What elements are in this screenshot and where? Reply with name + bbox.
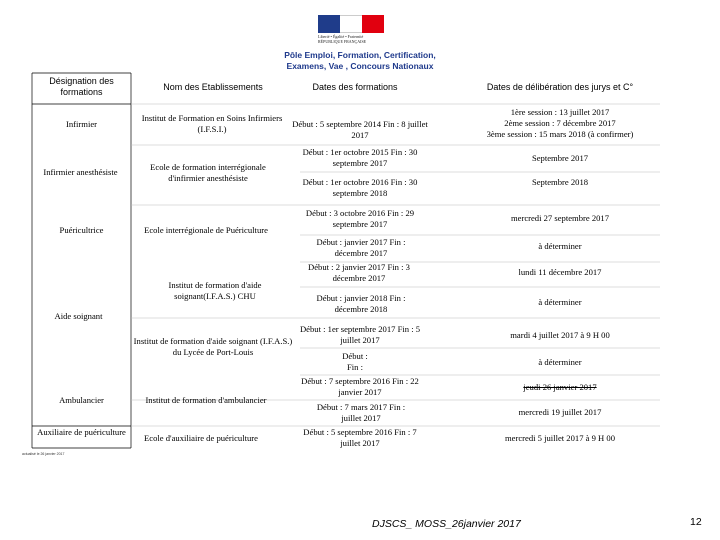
dates-row: Début : 2 janvier 2017 Fin : 3 décembre 2017: [308, 262, 410, 283]
dates-row: Début :: [342, 351, 368, 361]
jury-date: Septembre 2018: [531, 177, 589, 187]
dates-row: Début : 1er octobre 2015 Fin : 30 septembre 2017: [302, 147, 418, 168]
department-title-line2: Examens, Vae , Concours Nationaux: [286, 61, 434, 71]
dates-row: Début : 3 octobre 2016 Fin : 29 septembre 2017: [305, 208, 415, 229]
formation-infirmier: Infirmier: [65, 119, 98, 129]
column-header-formations: Désignation des formations: [49, 76, 114, 97]
dates-row: Début : 7 septembre 2016 Fin : 22 janvier 2017: [301, 376, 419, 397]
jury-date: à déterminer: [538, 241, 582, 251]
jury-date: à déterminer: [538, 297, 582, 307]
etablissement-ifas-lycee: Institut de formation d'aide soignant (I.F.A.S.) du Lycée de Port-Louis: [133, 336, 293, 357]
etablissement-puericulture: Ecole interrégionale de Puériculture: [144, 225, 268, 235]
page-number: 12: [690, 516, 702, 528]
dates-row: Début : 7 mars 2017 Fin : juillet 2017: [316, 402, 406, 423]
footer-reference: DJSCS_ MOSS_26janvier 2017: [372, 518, 521, 530]
jury-date: mercredi 5 juillet 2017 à 9 H 00: [504, 433, 616, 443]
jury-date: à déterminer: [538, 357, 582, 367]
dates-row: Début : 1er septembre 2017 Fin : 5 juillet 2017: [299, 324, 421, 345]
dates-row: Début : 1er octobre 2016 Fin : 30 septembre 2018: [302, 177, 418, 198]
jury-date: 2ème session : 7 décembre 2017: [504, 118, 616, 128]
formation-puericultrice: Puéricultrice: [59, 225, 104, 235]
formation-auxiliaire-puericulture: Auxiliaire de puériculture: [37, 427, 126, 437]
jury-date-cancelled: jeudi 26 janvier 2017: [523, 382, 597, 392]
dates-row: Début : janvier 2017 Fin : décembre 2017: [316, 237, 406, 258]
etablissement-ambulancier: Institut de formation d'ambulancier: [145, 395, 267, 405]
jury-date: mercredi 27 septembre 2017: [510, 213, 610, 223]
jury-date: Septembre 2017: [531, 153, 589, 163]
column-header-etablissements: Nom des Etablissements: [163, 82, 263, 92]
etablissement-auxiliaire: Ecole d'auxiliaire de puériculture: [144, 433, 258, 443]
update-note: actualisé le 26 janvier 2017: [22, 452, 65, 456]
formation-aide-soignant: Aide soignant: [54, 311, 103, 321]
republic-motto: Liberté • Égalité • Fraternité RÉPUBLIQUE FRANÇAISE: [318, 34, 367, 44]
dates-row: Début : 5 septembre 2014 Fin : 8 juillet 2017: [292, 119, 428, 140]
formation-infirmier-anesthesiste: Infirmier anesthésiste: [43, 167, 118, 177]
jury-date: mardi 4 juillet 2017 à 9 H 00: [510, 330, 610, 340]
republique-francaise-logo: [318, 15, 384, 33]
column-header-dates-formations: Dates des formations: [312, 82, 398, 92]
dates-row: Début : 5 septembre 2016 Fin : 7 juillet 2017: [303, 427, 417, 448]
jury-date: 3ème session : 15 mars 2018 (à confirmer): [486, 129, 634, 139]
formation-ambulancier: Ambulancier: [59, 395, 104, 405]
etablissement-ifas-chu: Institut de formation d'aide soignant(I.F.A.S.) CHU: [168, 280, 262, 301]
etablissement-ifsi: Institut de Formation en Soins Infirmiers (I.F.S.I.): [141, 113, 283, 134]
jury-date: lundi 11 décembre 2017: [518, 267, 602, 277]
jury-date: 1ère session : 13 juillet 2017: [510, 107, 610, 117]
department-title-line1: Pôle Emploi, Formation, Certification,: [284, 50, 436, 60]
etablissement-anesthesiste: Ecole de formation interrégionale d'infirmier anesthésiste: [150, 162, 266, 183]
dates-row: Fin :: [347, 362, 363, 372]
column-header-dates-jurys: Dates de délibération des jurys et C°: [486, 82, 634, 92]
jury-date: mercredi 19 juillet 2017: [518, 407, 602, 417]
dates-row: Début : janvier 2018 Fin : décembre 2018: [316, 293, 406, 314]
